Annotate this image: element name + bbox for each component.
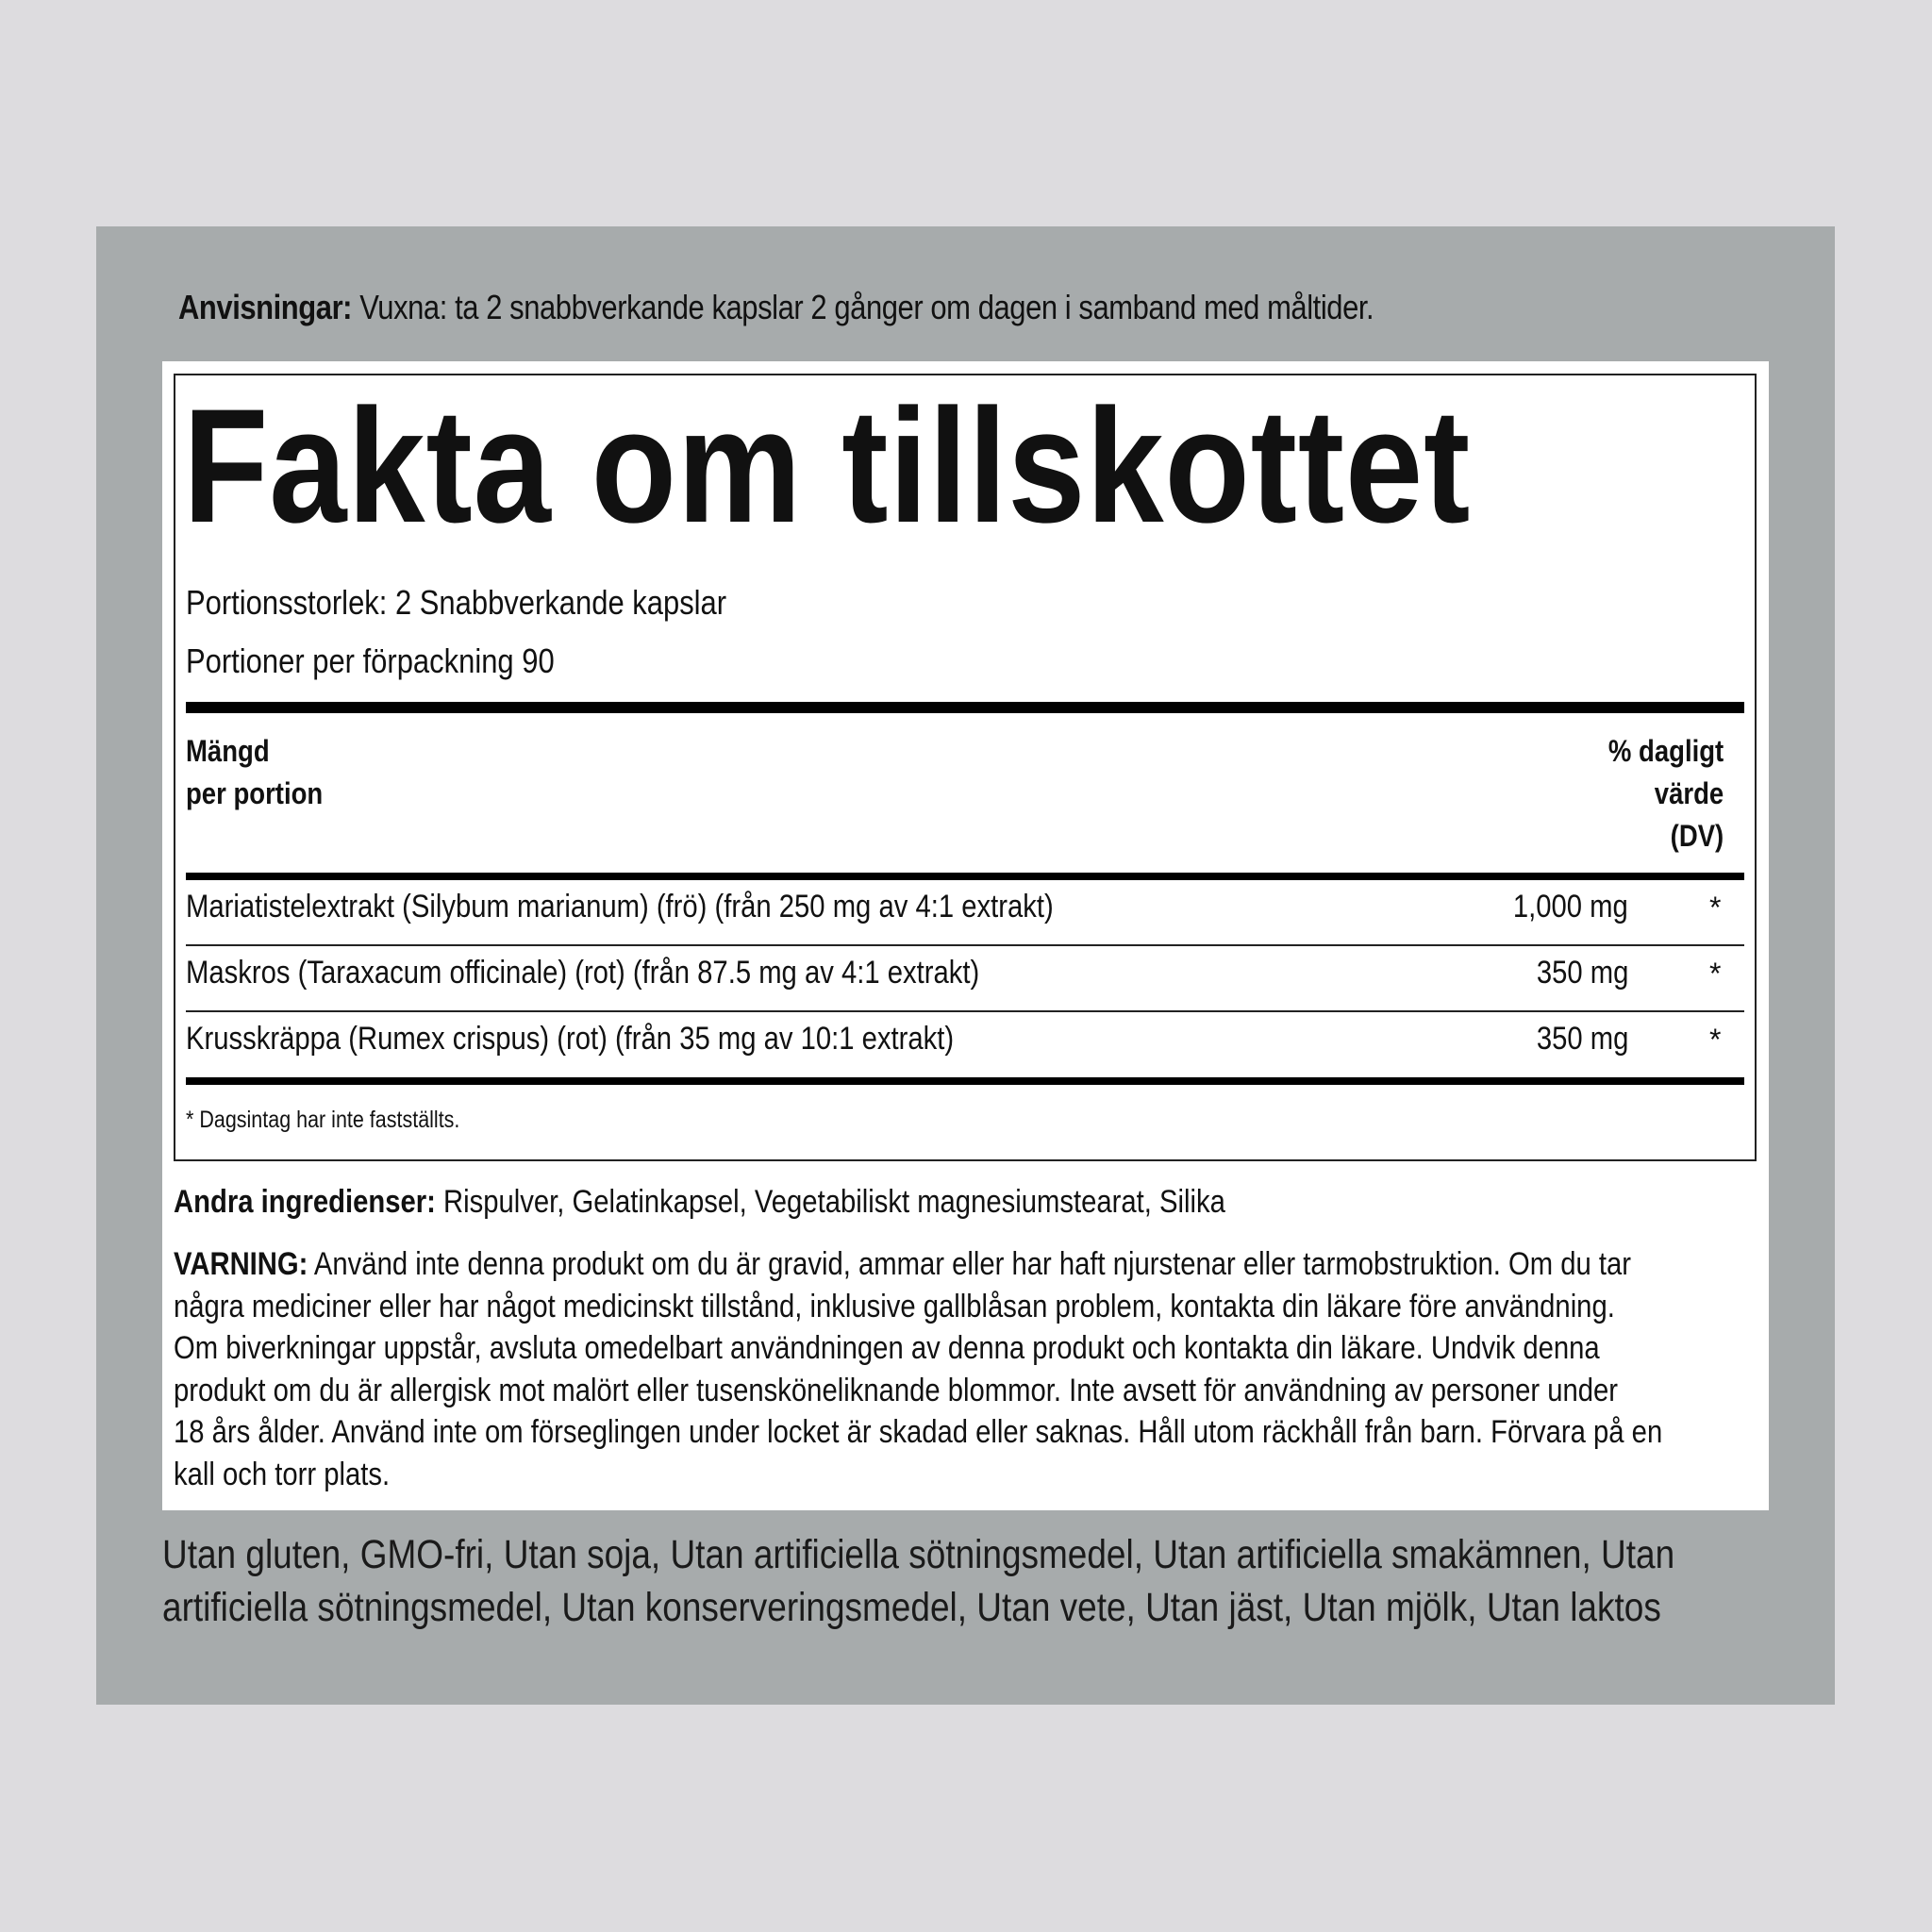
serving-size: Portionsstorlek: 2 Snabbverkande kapslar [186,583,727,622]
ingredient-amount: 350 mg [1536,1021,1628,1057]
warning-line [174,1243,1926,1286]
ingredient-amount: 350 mg [1536,955,1628,991]
header-left-line: Mängd [186,734,270,768]
header-right-line: värde [1654,776,1724,810]
directions-label: Anvisningar: [178,288,353,326]
directions-body: Vuxna: ta 2 snabbverkande kapslar 2 gånger om dagen i samband med måltider. [352,288,1374,326]
other-ingredients-text: Rispulver, Gelatinkapsel, Vegetabiliskt magnesiumstearat, Silika [435,1184,1225,1220]
warning-label: VARNING: [174,1246,308,1282]
footnote: * Dagsintag har inte fastställts. [186,1107,460,1133]
other-ingredients [174,1184,1225,1221]
amount-per-serving-header [186,730,323,815]
daily-value-header [1608,730,1724,858]
row-divider [186,944,1744,946]
warning-line: några mediciner eller har något medicinskt tillstånd, inklusive gallblåsan problem, kontakta din läkare före användning. [174,1288,1615,1324]
ingredient-name: Krusskräppa (Rumex crispus) (rot) (från 35 mg av 10:1 extrakt) [186,1021,955,1057]
warning-line: kall och torr plats. [174,1456,391,1492]
ingredient-dv: * [1709,891,1722,924]
row-divider [186,1010,1744,1012]
free-from-claims [162,1528,1674,1634]
warning-line: 18 års ålder. Använd inte om förseglingen under locket är skadad eller saknas. Håll utom räckhåll från barn. Förvara på en [174,1414,1663,1450]
header-right-line: % dagligt [1607,734,1724,768]
divider-medium [186,873,1744,880]
header-left-line: per portion [186,776,324,810]
ingredient-name: Mariatistelextrakt (Silybum marianum) (frö) (från 250 mg av 4:1 extrakt) [186,889,1054,924]
ingredient-dv: * [1709,1023,1722,1057]
warning-line: produkt om du är allergisk mot malört eller tusensköneliknande blommor. Inte avsett för användning av personer under [174,1372,1619,1408]
ingredient-amount: 1,000 mg [1513,889,1628,924]
servings-per-container: Portioner per förpackning 90 [186,641,555,680]
header-right-line: (DV) [1670,819,1724,853]
ingredient-dv: * [1709,957,1722,991]
ingredient-name: Maskros (Taraxacum officinale) (rot) (från 87.5 mg av 4:1 extrakt) [186,955,980,991]
divider-medium [186,1077,1744,1085]
other-ingredients-label: Andra ingredienser: [174,1184,436,1220]
divider-thick [186,702,1744,713]
warning-text [174,1243,1926,1495]
directions-text [178,288,1374,327]
free-from-line: artificiella sötningsmedel, Utan konserveringsmedel, Utan vete, Utan jäst, Utan mjölk, Utan laktos [162,1585,1661,1630]
free-from-line: Utan gluten, GMO-fri, Utan soja, Utan artificiella sötningsmedel, Utan artificiella smakämnen, Utan [162,1532,1675,1577]
warning-line-text: Använd inte denna produkt om du är gravid, ammar eller har haft njurstenar eller tarmobstruktion. Om du tar [308,1246,1632,1282]
facts-title: Fakta om tillskottet [183,375,1472,557]
warning-line: Om biverkningar uppstår, avsluta omedelbart användningen av denna produkt och kontakta din läkare. Undvik denna [174,1330,1600,1366]
